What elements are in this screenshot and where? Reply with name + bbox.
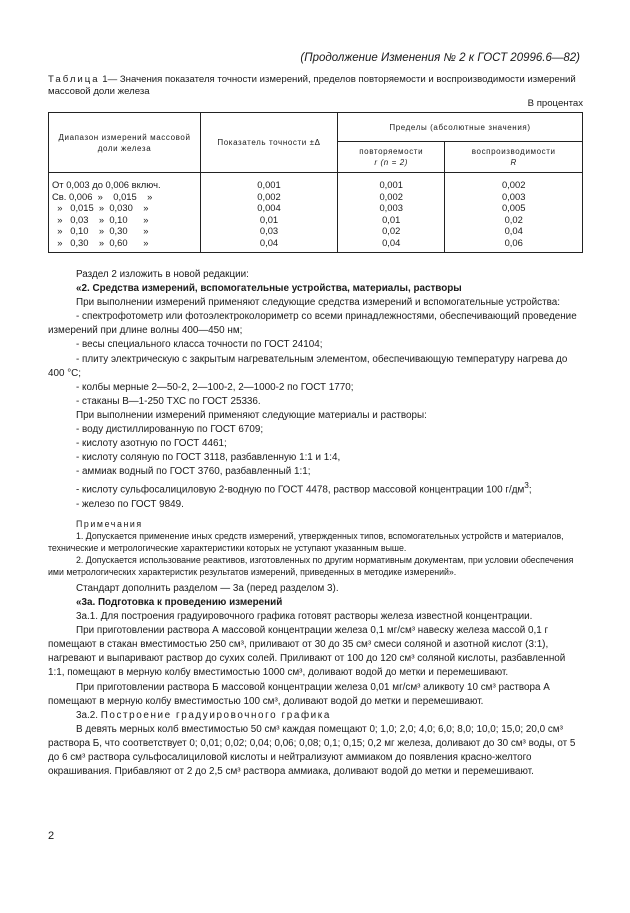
cell-reproducibility: 0,005 [445,202,583,214]
cell-repeatability: 0,003 [338,202,445,214]
paragraph: При выполнении измерений применяют следующие материалы и растворы: [76,409,427,421]
cell-accuracy: 0,04 [201,237,338,253]
subsection-number: 3а.2. [76,709,98,721]
cell-repeatability: 0,002 [338,191,445,203]
cell-accuracy: 0,004 [201,202,338,214]
cell-repeatability: 0,02 [338,225,445,237]
list-item: - стаканы В—1-250 ТХС по ГОСТ 25336. [76,395,261,407]
list-item: - воду дистиллированную по ГОСТ 6709; [76,424,264,436]
cell-repeatability: 0,001 [338,173,445,191]
cell-range: » 0,03 » 0,10 » [49,214,201,226]
cell-reproducibility: 0,02 [445,214,583,226]
document-body [48,268,583,779]
note-item: 1. Допускается применение иных средств измерений, утвержденных типов, вспомогательных устройств и материалов, технические и метрологические характеристики которых не уступают указанным выше. [48,530,564,553]
table-caption-label: Таблица [48,74,100,85]
running-header: (Продолжение Изменения № 2 к ГОСТ 20996.6—82) [300,52,580,64]
cell-range: » 0,30 » 0,60 » [49,237,201,253]
reproducibility-label: воспроизводимости [471,147,556,156]
cell-range: » 0,10 » 0,30 » [49,225,201,237]
table-row [49,225,583,237]
cell-reproducibility: 0,04 [445,225,583,237]
cell-accuracy: 0,002 [201,191,338,203]
col-header-accuracy: Показатель точности ±Δ [201,113,338,173]
reproducibility-symbol: R [510,158,517,167]
cell-range: Св. 0,006 » 0,015 » [49,191,201,203]
paragraph: При приготовлении раствора Б массовой концентрации железа 0,01 мг/см³ аликвоту 10 см³ раствора А помещают в мерную колбу вместимостью 100 см³, доливают водой до метки и перемешивают. [48,681,550,707]
paragraph: При приготовлении раствора А массовой концентрации железа 0,1 мг/см³ навеску железа массой 0,1 г помещают в стакан вместимостью 250 см³, приливают от 30 до 35 см³ смеси соляной и азотной кислот (3:1), нагревают и выпаривают раствор до сухих солей. Приливают от 100 до 120 см³ соляной кислоты, разбавленной 1:1, помещают в мерную колбу вместимостью 1000 см³, доливают водой до метки и перемешивают. [48,625,566,679]
table-row [49,191,583,203]
repeatability-label: повторяемости [359,147,424,156]
note-item: 2. Допускается использование реактивов, изготовленных по другим нормативным документам, при условии обеспечения ими метрологических характеристик результатов измерений, приведенных в методике измерений». [48,554,574,577]
list-item [48,479,583,497]
paragraph: В девять мерных колб вместимостью 50 см³ каждая помещают 0; 1,0; 2,0; 4,0; 6,0; 8,0; 10,0; 15,0; 20,0 см³ раствора Б, что соответствует 0; 0,01; 0,02; 0,04; 0,06; 0,08; 0,1; 0,15; 0,2 мг железа, доливают до 30 см³ воды, от 5 до 6 см³ раствора сульфосалициловой кислоты и нейтрализуют аммиаком до появления красно-желтого окрашивания. Прибавляют от 2 до 2,5 см³ раствора аммиака, доливают водой до метки и перемешивают. [48,723,576,778]
notes-label: Примечания [76,518,143,529]
cell-range: От 0,003 до 0,006 включ. [49,173,201,191]
subsection-heading [48,709,583,723]
list-item: - кислоту соляную по ГОСТ 3118, разбавленную 1:1 и 1:4, [76,452,341,464]
paragraph: При выполнении измерений применяют следующие средства измерений и вспомогательные устройства: [76,297,560,309]
paragraph: Стандарт дополнить разделом — 3а (перед разделом 3). [76,582,339,594]
cell-accuracy: 0,001 [201,173,338,191]
subsection-title: Построение градуировочного графика [100,709,332,721]
table-caption [48,74,583,98]
table-units: В процентах [527,98,583,109]
list-item-end: ; [528,484,532,496]
accuracy-table [48,112,583,253]
cell-repeatability: 0,04 [338,237,445,253]
list-item: - спектрофотометр или фотоэлектроколориметр со всеми принадлежностями, обеспечивающий проведение измерений при длине волны 400—450 нм; [48,311,577,337]
cell-accuracy: 0,03 [201,225,338,237]
repeatability-symbol: r (n = 2) [374,158,409,167]
cell-range: » 0,015 » 0,030 » [49,202,201,214]
cell-reproducibility: 0,002 [445,173,583,191]
superscript: 3 [524,481,529,491]
list-item: - весы специального класса точности по ГОСТ 24104; [76,339,323,351]
paragraph: Раздел 2 изложить в новой редакции: [76,269,249,280]
paragraph: 3а.1. Для построения градуировочного графика готовят растворы железа известной концентрации. [76,611,533,623]
col-header-range: Диапазон измерений массовой доли железа [49,113,201,173]
list-item: - кислоту азотную по ГОСТ 4461; [76,438,227,450]
col-header-repeatability [338,142,445,173]
cell-reproducibility: 0,06 [445,237,583,253]
section-heading: «3а. Подготовка к проведению измерений [76,596,283,608]
cell-repeatability: 0,01 [338,214,445,226]
cell-reproducibility: 0,003 [445,191,583,203]
cell-accuracy: 0,01 [201,214,338,226]
list-item: - железо по ГОСТ 9849. [76,498,184,510]
list-item: - аммиак водный по ГОСТ 3760, разбавленный 1:1; [76,466,311,478]
section-heading: «2. Средства измерений, вспомогательные устройства, материалы, растворы [76,283,462,295]
list-item: - плиту электрическую с закрытым нагревательным элементом, обеспечивающую температуру нагрева до 400 °С; [48,353,568,379]
list-item-text: - кислоту сульфосалициловую 2-водную по ГОСТ 4478, раствор массовой концентрации 100 г/дм [76,484,525,496]
col-header-reproducibility [445,142,583,173]
table-row [49,237,583,253]
table-row [49,202,583,214]
table-caption-text: 1— Значения показателя точности измерений, пределов повторяемости и воспроизводимости измерений массовой доли железа [48,74,576,97]
col-header-limits: Пределы (абсолютные значения) [338,113,583,142]
table-row [49,214,583,226]
list-item: - колбы мерные 2—50-2, 2—100-2, 2—1000-2 по ГОСТ 1770; [76,381,354,393]
page-number: 2 [48,830,55,842]
table-row [49,173,583,191]
